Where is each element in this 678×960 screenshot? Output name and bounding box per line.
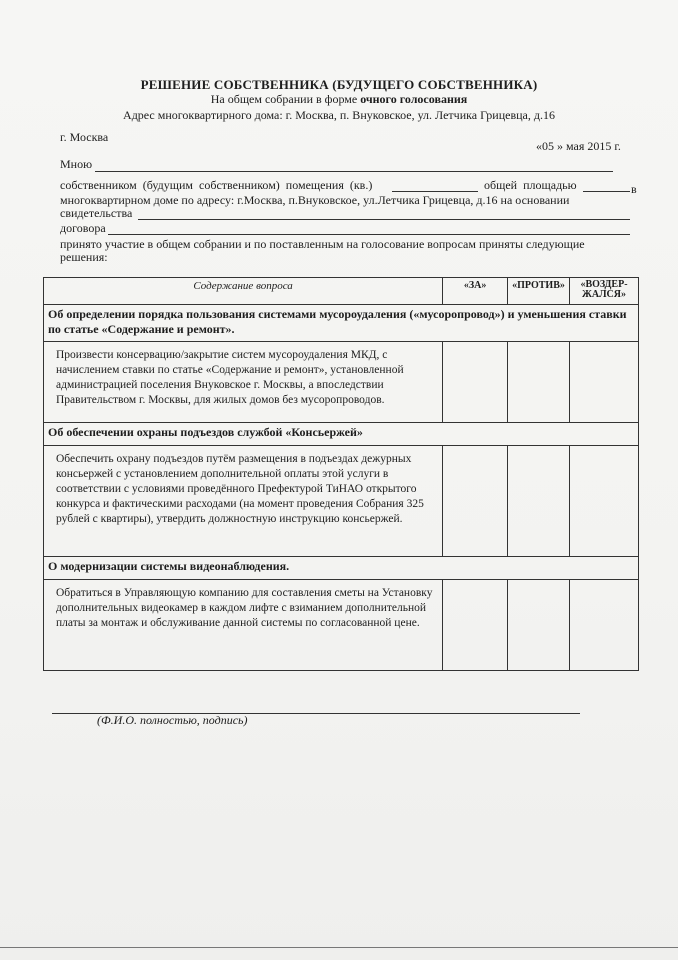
against-column-header: «ПРОТИВ» <box>508 278 570 305</box>
section-heading-concierge: Об обеспечении охраны подъездов службой «Консьержей» <box>44 423 639 446</box>
decision-intro-line1: принято участие в общем собрании и по поставленным на голосование вопросам приняты следующие <box>60 237 585 251</box>
abstain-column-header: «ВОЗДЕР- ЖАЛСЯ» <box>570 278 639 305</box>
vote-abstain-cell[interactable] <box>570 446 639 557</box>
question-column-header: Содержание вопроса <box>44 278 443 305</box>
building-address: Адрес многоквартирного дома: г. Москва, п. Внуковское, ул. Летчика Грицевца, д.16 <box>123 108 555 122</box>
contract-label: договора <box>60 221 106 235</box>
page-bottom-edge <box>0 947 678 948</box>
owner-prefix: собственником (будущим собственником) помещения (кв.) <box>60 178 373 192</box>
question-row <box>44 580 639 671</box>
vote-for-cell[interactable] <box>443 446 508 557</box>
name-field-line <box>95 171 613 172</box>
meeting-form-type: очного голосования <box>360 92 468 106</box>
question-text-garbage: Произвести консервацию/закрытие систем мусороудаления МКД, с начислением ставки по статье «Содержание и ремонт», установленной администрацией поселения Внуковское г. Москвы, а впоследствии Правительством г. Москвы, для жилых домов без мусоропроводов. <box>44 342 443 423</box>
signature-label: (Ф.И.О. полностью, подпись) <box>97 713 248 727</box>
vote-against-cell[interactable] <box>508 446 570 557</box>
vote-abstain-cell[interactable] <box>570 342 639 423</box>
for-column-header: «ЗА» <box>443 278 508 305</box>
certificate-field-line <box>138 219 630 220</box>
decision-intro-line2: решения: <box>60 250 108 264</box>
section-heading-row <box>44 557 639 580</box>
table-header-row <box>44 278 639 305</box>
vote-against-cell[interactable] <box>508 580 570 671</box>
document-date: «05 » мая 2015 г. <box>536 139 621 153</box>
contract-field-line <box>108 234 630 235</box>
meeting-form-prefix: На общем собрании в форме <box>210 92 361 106</box>
house-address-line: многоквартирном доме по адресу: г.Москва, п.Внуковское, ул.Летчика Грицевца, д.16 на основании <box>60 193 570 207</box>
vote-against-cell[interactable] <box>508 342 570 423</box>
vote-abstain-cell[interactable] <box>570 580 639 671</box>
city-label: г. Москва <box>60 130 109 144</box>
question-text-concierge: Обеспечить охрану подъездов путём размещения в подъездах дежурных консьержей с установлением дополнительной оплаты этой услуги в соответствии с условиями проведённого Префектурой ТиНАО открытого конкурса и фактическими расходами (на момент проведения Собрания 325 рублей с квартиры), утвердить должностную инструкцию консьержей. <box>44 446 443 557</box>
area-suffix: в <box>631 182 637 196</box>
votes-table <box>43 277 639 671</box>
section-heading-video: О модернизации системы видеонаблюдения. <box>44 557 639 580</box>
section-heading-row <box>44 305 639 342</box>
question-text-video: Обратиться в Управляющую компанию для составления сметы на Установку дополнительных видеокамер в каждом лифте с взиманием дополнительной платы за монтаж и обслуживание данной системы по согласованной цене. <box>44 580 443 671</box>
section-heading-row <box>44 423 639 446</box>
section-heading-garbage: Об определении порядка пользования системами мусороудаления («мусоропровод») и уменьшения ставки по статье «Содержание и ремонт». <box>44 305 639 342</box>
certificate-label: свидетельства <box>60 206 133 220</box>
me-label: Мною <box>60 157 93 171</box>
area-label: общей площадью <box>484 178 577 192</box>
area-field-line <box>583 191 630 192</box>
document-title: РЕШЕНИЕ СОБСТВЕННИКА (БУДУЩЕГО СОБСТВЕННИКА) <box>140 77 538 92</box>
meeting-form-line <box>0 92 678 107</box>
question-row <box>44 342 639 423</box>
vote-for-cell[interactable] <box>443 342 508 423</box>
vote-for-cell[interactable] <box>443 580 508 671</box>
question-row <box>44 446 639 557</box>
apartment-field-line <box>392 191 478 192</box>
